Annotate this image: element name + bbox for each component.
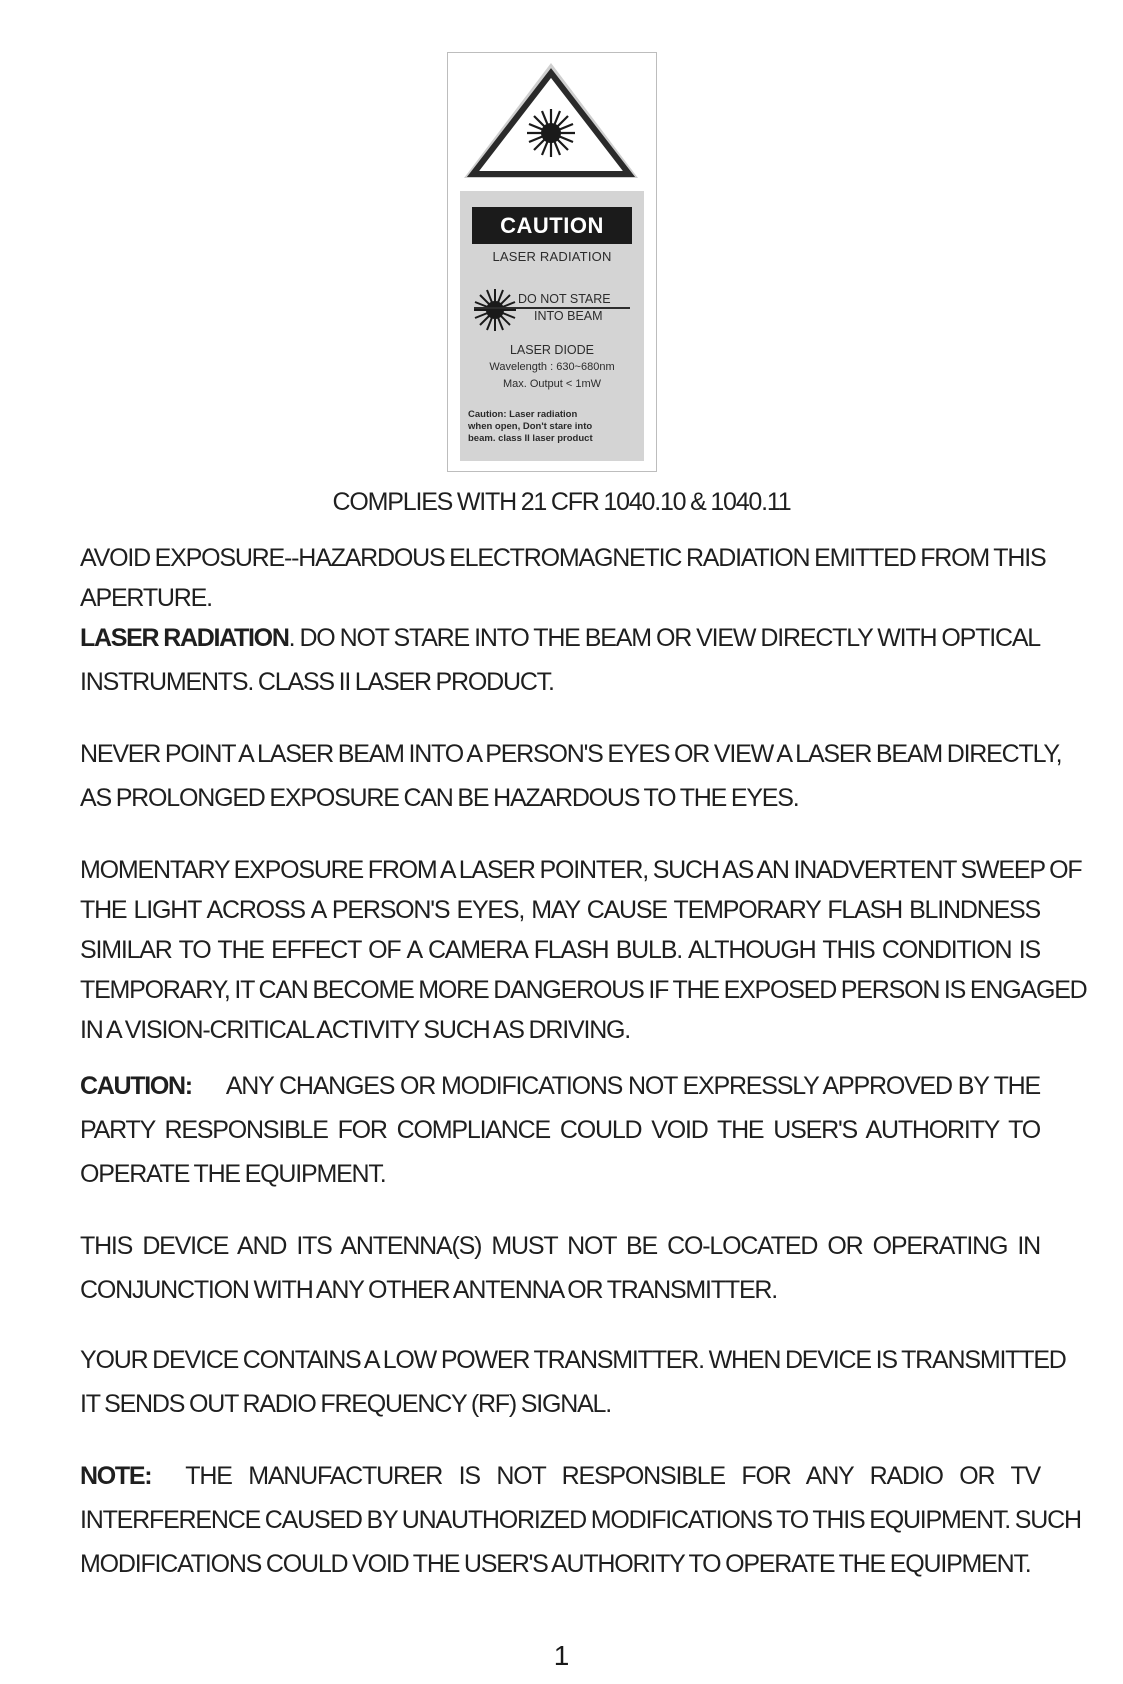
para-momentary-line-4: TEMPORARY, IT CAN BECOME MORE DANGEROUS IF THE EXPOSED PERSON IS ENGAGED: [80, 976, 1087, 1004]
para-avoid-exposure-line-1: AVOID EXPOSURE--HAZARDOUS ELECTROMAGNETIC RADIATION EMITTED FROM THIS: [80, 544, 1046, 572]
caution-heading: CAUTION:: [80, 1072, 192, 1100]
label-wavelength: Wavelength : 630~680nm: [489, 361, 615, 373]
para-never-point-line-2: AS PROLONGED EXPOSURE CAN BE HAZARDOUS TO THE EYES.: [80, 784, 799, 812]
compliance-statement: COMPLIES WITH 21 CFR 1040.10 & 1040.11: [332, 488, 791, 516]
page-number: 1: [553, 1640, 570, 1671]
laser-starburst-icon: [472, 287, 518, 333]
laser-radiation-heading: LASER RADIATION: [80, 624, 289, 652]
para-momentary-line-2: THE LIGHT ACROSS A PERSON'S EYES, MAY CAUSE TEMPORARY FLASH BLINDNESS: [80, 896, 1040, 924]
para-caution-line-1: [80, 1072, 1040, 1101]
caution-banner: CAUTION: [472, 207, 632, 244]
laser-hazard-triangle-icon: [448, 53, 655, 193]
label-small-line-2: when open, Don't stare into: [468, 421, 593, 432]
para-momentary-line-1: MOMENTARY EXPOSURE FROM A LASER POINTER, SUCH AS AN INADVERTENT SWEEP OF: [80, 856, 1082, 884]
para-never-point-line-1: NEVER POINT A LASER BEAM INTO A PERSON'S EYES OR VIEW A LASER BEAM DIRECTLY,: [80, 740, 1062, 768]
laser-warning-label: [447, 52, 657, 472]
para-momentary-line-5: IN A VISION-CRITICAL ACTIVITY SUCH AS DRIVING.: [80, 1016, 631, 1044]
para-caution-line-3: OPERATE THE EQUIPMENT.: [80, 1160, 386, 1188]
para-antenna-line-1: THIS DEVICE AND ITS ANTENNA(S) MUST NOT BE CO-LOCATED OR OPERATING IN: [80, 1232, 1040, 1260]
para-note-line-2: INTERFERENCE CAUSED BY UNAUTHORIZED MODIFICATIONS TO THIS EQUIPMENT. SUCH: [80, 1506, 1081, 1534]
label-small-line-1: Caution: Laser radiation: [468, 409, 578, 420]
label-into-beam: INTO BEAM: [534, 309, 603, 323]
para-laser-radiation-text: . DO NOT STARE INTO THE BEAM OR VIEW DIRECTLY WITH OPTICAL: [288, 624, 1040, 652]
label-laser-diode: LASER DIODE: [509, 343, 595, 357]
para-note-line-1: [80, 1462, 1040, 1491]
para-transmitter-line-1: YOUR DEVICE CONTAINS A LOW POWER TRANSMITTER. WHEN DEVICE IS TRANSMITTED: [80, 1346, 1066, 1374]
para-note-text: THE MANUFACTURER IS NOT RESPONSIBLE FOR ANY RADIO OR TV: [185, 1462, 1040, 1490]
para-laser-radiation-line-2: INSTRUMENTS. CLASS II LASER PRODUCT.: [80, 668, 554, 696]
para-transmitter-line-2: IT SENDS OUT RADIO FREQUENCY (RF) SIGNAL.: [80, 1390, 611, 1418]
para-caution-text: ANY CHANGES OR MODIFICATIONS NOT EXPRESSLY APPROVED BY THE: [225, 1072, 1040, 1100]
label-info-panel: [460, 191, 644, 461]
para-laser-radiation-line-1: [80, 624, 1040, 653]
para-note-line-3: MODIFICATIONS COULD VOID THE USER'S AUTHORITY TO OPERATE THE EQUIPMENT.: [80, 1550, 1031, 1578]
label-laser-radiation: LASER RADIATION: [492, 249, 612, 264]
label-do-not-stare: DO NOT STARE: [518, 292, 611, 306]
note-heading: NOTE:: [80, 1462, 152, 1490]
para-momentary-line-3: SIMILAR TO THE EFFECT OF A CAMERA FLASH BULB. ALTHOUGH THIS CONDITION IS: [80, 936, 1040, 964]
label-max-output: Max. Output < 1mW: [502, 378, 602, 390]
para-antenna-line-2: CONJUNCTION WITH ANY OTHER ANTENNA OR TRANSMITTER.: [80, 1276, 778, 1304]
para-avoid-exposure-line-2: APERTURE.: [80, 584, 212, 612]
label-small-line-3: beam. class II laser product: [468, 433, 593, 444]
para-caution-line-2: PARTY RESPONSIBLE FOR COMPLIANCE COULD VOID THE USER'S AUTHORITY TO: [80, 1116, 1040, 1144]
